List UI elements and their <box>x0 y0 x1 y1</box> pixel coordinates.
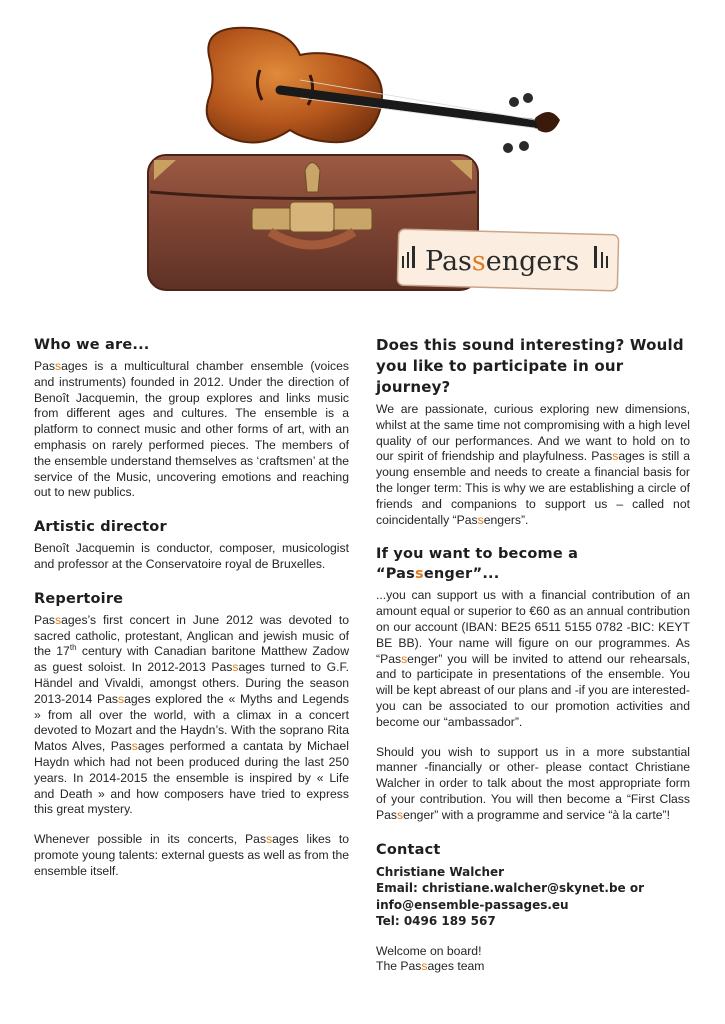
contact-email-2[interactable]: info@ensemble-passages.eu <box>376 897 569 912</box>
section-who-we-are <box>34 335 349 501</box>
who-we-are-text: Passages is a multicultural chamber ensemble (voices and instruments) founded in 2012. Under the direction of Benoît Jacquemin, the group explores and links music from different ages and cultures. The ensemble is a platform to connect music and other forms of art, with an emphasis on rarely performed pieces. The members of the ensemble understand themselves as ‘craftsmen’ at the service of the Music, uncovering emotions and reaching out to new publics. <box>34 359 349 500</box>
team-signature: The Passages team <box>376 959 485 974</box>
become-passenger-text: ...you can support us with a financial contribution of an amount equal or superior to €60 as an annual contribution on our account (IBAN: BE25 6511 5155 0782 -BIC: KEYT BE BB). Your name will figure on our programmes. As “Passenger” you will be invited to attend our rehearsals, and to participate in presentations of the ensemble. You will be kept abreast of our plans and -if you are interested- you can be associated to our promotion activities and become our “ambassador”. <box>376 588 690 729</box>
repertoire-text: Passages’s first concert in June 2012 was devoted to sacred catholic, protestant, Anglican and jewish music of the 17th century with Canadian baritone Matthew Zadow as guest soloist. In 2012-2013 Passages turned to G.F. Händel and Vivaldi, amongst others. During the season 2013-2014 Passages explored the « Myths and Legends » from all over the world, with a climax in a concert devoted to Mozart and the Haydn’s. With the soprano Rita Matos Alves, Passages performed a cantata by Michael Haydn which had not been produced during the last 250 years. In 2014-2015 the ensemble is inspired by « Life and Death » and how composers have tried to express this great mystery. <box>34 612 349 817</box>
right-column <box>376 335 690 991</box>
section-artistic-director <box>34 517 349 573</box>
contact-email[interactable]: Email: christiane.walcher@skynet.be or <box>376 881 645 896</box>
contact-phone: Tel: 0496 189 567 <box>376 914 496 929</box>
section-interest <box>376 335 690 528</box>
heading-interest: Does this sound interesting? Would you like to participate in our journey? <box>376 336 684 396</box>
section-become-passenger <box>376 544 690 823</box>
heading-repertoire: Repertoire <box>34 590 124 607</box>
violin <box>207 28 560 153</box>
passengers-logo-tag <box>397 229 618 291</box>
section-repertoire <box>34 589 349 880</box>
hero-illustration <box>140 20 625 305</box>
welcome-text: Welcome on board! <box>376 943 482 958</box>
heading-who-we-are: Who we are... <box>34 337 150 353</box>
substantial-support-text: Should you wish to support us in a more substantial manner -financially or other- please contact Christiane Walcher in order to talk about the most appropriate form of your contribution. You will then become a “First Class Passenger” with a programme and service “à la carte”! <box>376 744 690 822</box>
artistic-director-text: Benoît Jacquemin is conductor, composer, musicologist and professor at the Conservatoire royal de Bruxelles. <box>34 541 349 571</box>
section-contact <box>376 840 690 976</box>
young-talents-text: Whenever possible in its concerts, Passages likes to promote young talents: external guests as well as from the ensemble itself. <box>34 832 350 878</box>
contact-name: Christiane Walcher <box>376 864 505 879</box>
left-column <box>34 335 349 896</box>
interest-text: We are passionate, curious exploring new dimensions, whilst at the same time not compromising with a high level quality of our performances. And we want to hold on to our spirit of friendship and playfulness. Passages is still a young ensemble and needs to create a financial basis for the longer term: This is why we are establishing a circle of friends and companions to support us – called not coincidentally “Passengers”. <box>376 402 691 527</box>
heading-artistic-director: Artistic director <box>34 519 167 536</box>
heading-contact: Contact <box>376 841 441 858</box>
heading-become-passenger: If you want to become a “Passenger”... <box>376 546 579 583</box>
logo-text: Passengers <box>425 246 580 277</box>
